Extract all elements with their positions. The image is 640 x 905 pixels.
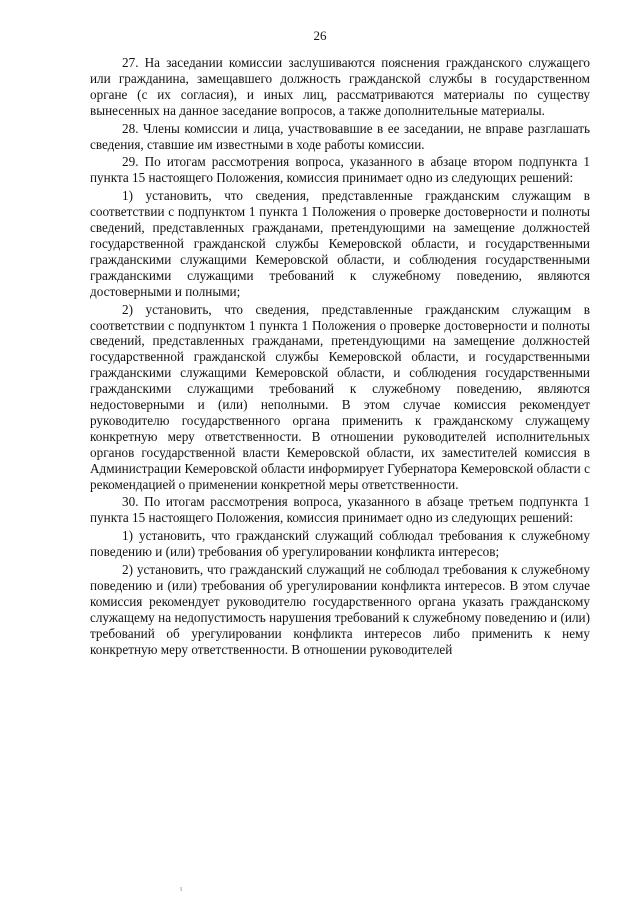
paragraph-30: 30. По итогам рассмотрения вопроса, указанного в абзаце третьем подпункта 1 пункта 15 настоящего Положения, комиссия принимает одно из следующих решений: — [90, 494, 590, 526]
paragraph-28: 28. Члены комиссии и лица, участвовавшие в ее заседании, не вправе разглашать сведения, ставшие им известными в ходе работы комиссии. — [90, 120, 590, 152]
paragraph-30-item-2: 2) установить, что гражданский служащий не соблюдал требования к служебному поведению и (или) требования об урегулировании конфликта интересов. В этом случае комиссия рекомендует руководителю государственного органа указать гражданскому служащему на недопустимость нарушения требований к служебному поведению и (или) требований об урегулировании конфликта интересов либо применить к нему конкретную меру ответственности. В отношении руководителей — [90, 562, 590, 657]
document-body — [90, 55, 590, 660]
paragraph-29: 29. По итогам рассмотрения вопроса, указанного в абзаце втором подпункта 1 пункта 15 настоящего Положения, комиссия принимает одно из следующих решений: — [90, 154, 590, 186]
paragraph-29-item-2: 2) установить, что сведения, представленные гражданским служащим в соответствии с подпунктом 1 пункта 1 Положения о проверке достоверности и полноты сведений, представленных гражданами, претендующими на замещение должностей государственной гражданской службы Кемеровской области, и государственными гражданскими служащими Кемеровской области, и соблюдения государственными гражданскими служащими требований к служебному поведению, являются недостоверными и (или) неполными. В этом случае комиссия рекомендует руководителю государственного органа применить к гражданскому служащему конкретную меру ответственности. В отношении руководителей исполнительных органов государственной власти Кемеровской области, их заместителей комиссия в Администрации Кемеровской области информирует Губернатора Кемеровской области с рекомендацией о применении конкретной меры ответственности. — [90, 301, 590, 492]
scan-mark: ι — [180, 884, 183, 893]
paragraph-27: 27. На заседании комиссии заслушиваются пояснения гражданского служащего или гражданина, замещавшего должность гражданской службы в государственном органе (с их согласия), и иных лиц, рассматриваются материалы по существу вынесенных на данное заседание вопросов, а также дополнительные материалы. — [90, 55, 590, 118]
page-number: 26 — [313, 28, 327, 43]
paragraph-29-item-1: 1) установить, что сведения, представленные гражданским служащим в соответствии с подпунктом 1 пункта 1 Положения о проверке достоверности и полноты сведений, представленных гражданами, претендующими на замещение должностей государственной гражданской службы Кемеровской области, и государственными гражданскими служащими Кемеровской области, и соблюдения государственными гражданскими служащими требований к служебному поведению, являются достоверными и полными; — [90, 188, 590, 299]
paragraph-30-item-1: 1) установить, что гражданский служащий соблюдал требования к служебному поведению и (или) требования об урегулировании конфликта интересов; — [90, 528, 590, 560]
